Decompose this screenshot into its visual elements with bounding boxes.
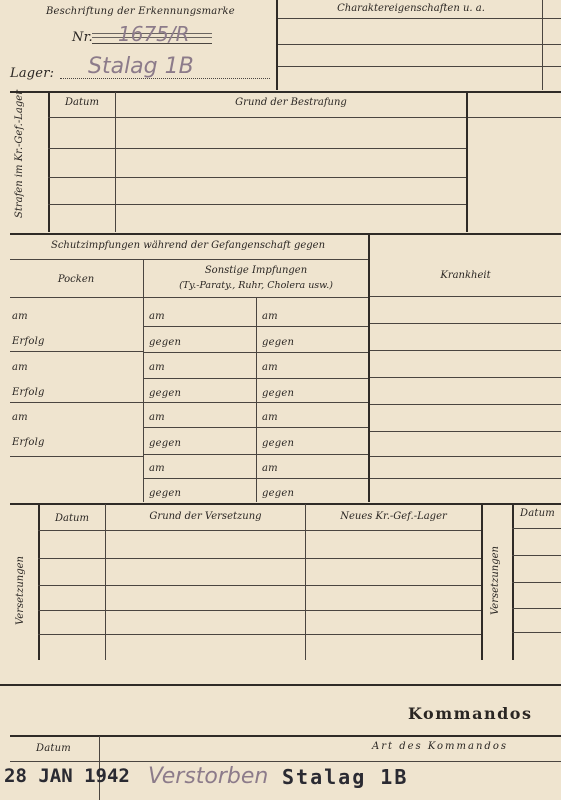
sonstige-am-1b: am [262, 311, 278, 322]
sonstige-am-1a: am [149, 311, 165, 322]
transfer-col-datum: Datum [55, 513, 89, 524]
stamp-handwritten-note: Verstorben [148, 764, 269, 789]
punish-side-label: Strafen im Kr.-Gef.-Lager [14, 90, 25, 218]
punish-col-datum: Datum [65, 97, 99, 108]
kommandos-col-art: Art des Kommandos [372, 741, 508, 752]
sonstige-am-2b: am [262, 362, 278, 373]
sonstige-am-3b: am [262, 412, 278, 423]
sonstige-gegen-3b: gegen [262, 438, 295, 449]
sonstige-gegen-2b: gegen [262, 388, 295, 399]
pocken-row-4: Erfolg [12, 387, 45, 398]
lager-label: Lager: [10, 66, 55, 81]
kommandos-title: Kommandos [408, 704, 533, 723]
transfer-col-grund: Grund der Versetzung [149, 511, 262, 522]
sonstige-gegen-1a: gegen [149, 337, 182, 348]
marker-title: Beschriftung der Erkennungsmarke [46, 6, 235, 17]
pocken-row-1: am [12, 311, 28, 322]
stamp-camp: Stalag 1B [282, 765, 409, 789]
sonstige-am-4a: am [149, 463, 165, 474]
sonstige-gegen-4b: gegen [262, 488, 295, 499]
char-header: Charaktereigenschaften u. a. [337, 3, 485, 14]
sonstige-gegen-3a: gegen [149, 438, 182, 449]
vacc-col-sonstige: Sonstige Impfungen [204, 265, 308, 276]
transfer-side-label-right: Versetzungen [490, 546, 501, 615]
stamp-date: 28 JAN 1942 [4, 765, 130, 787]
nr-handwritten-value: 1675/R [118, 22, 190, 46]
vacc-title: Schutzimpfungen während der Gefangenschaft gegen [50, 240, 326, 251]
vacc-col-sonstige-sub: (Ty.-Paraty., Ruhr, Cholera usw.) [179, 280, 333, 291]
pocken-row-6: Erfolg [12, 437, 45, 448]
transfer-side-label-left: Versetzungen [15, 556, 26, 625]
pocken-row-5: am [12, 412, 28, 423]
krankheit-header: Krankheit [440, 270, 491, 281]
transfer-col-datum-right: Datum [520, 508, 555, 519]
punish-col-grund: Grund der Bestrafung [235, 97, 347, 108]
sonstige-am-4b: am [262, 463, 278, 474]
nr-label: Nr. [72, 30, 93, 45]
transfer-col-neues: Neues Kr.-Gef.-Lager [340, 511, 447, 522]
sonstige-am-2a: am [149, 362, 165, 373]
lager-handwritten-value: Stalag 1B [88, 54, 194, 79]
vacc-col-pocken: Pocken [57, 274, 95, 285]
pocken-row-2: Erfolg [12, 336, 45, 347]
sonstige-gegen-1b: gegen [262, 337, 295, 348]
kommandos-col-datum: Datum [36, 743, 71, 754]
pocken-row-3: am [12, 362, 28, 373]
sonstige-gegen-2a: gegen [149, 388, 182, 399]
sonstige-gegen-4a: gegen [149, 488, 182, 499]
sonstige-am-3a: am [149, 412, 165, 423]
